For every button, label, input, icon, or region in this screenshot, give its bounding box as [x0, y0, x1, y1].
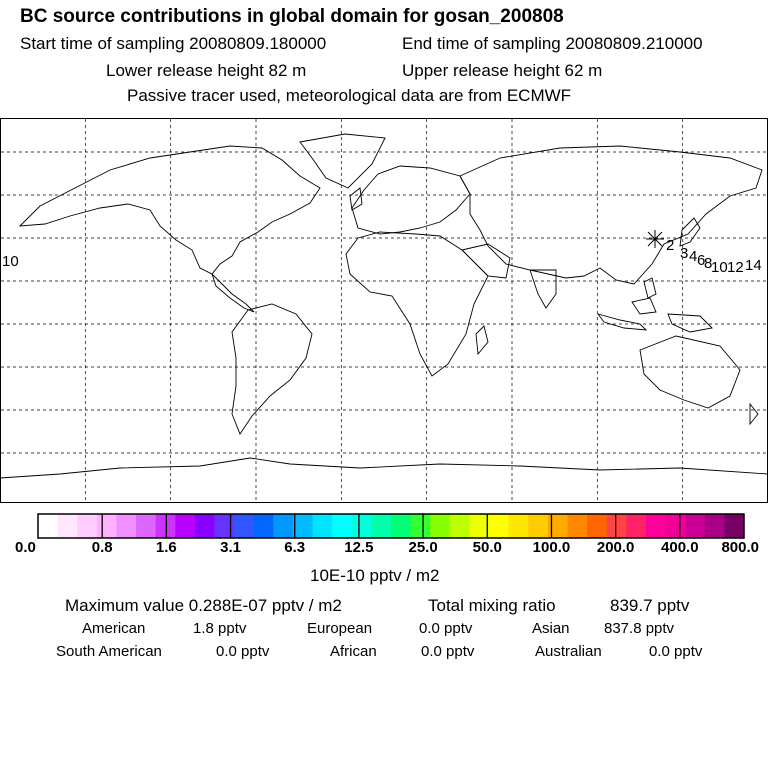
colorbar-cell: [411, 514, 431, 538]
upper-release-height: Upper release height 62 m: [402, 61, 603, 80]
colorbar-unit: 10E-10 pptv / m2: [310, 566, 440, 585]
colorbar-cell: [469, 514, 489, 538]
colorbar-cell: [116, 514, 136, 538]
colorbar-tick-label: 100.0: [532, 539, 571, 556]
release-point-marker: [646, 230, 664, 248]
colorbar-cell: [97, 514, 117, 538]
colorbar-cell: [666, 514, 686, 538]
colorbar-cell: [195, 514, 215, 538]
colorbar-tick-label: 3.1: [220, 539, 241, 556]
colorbar-cell: [646, 514, 666, 538]
plot-title: BC source contributions in global domain for gosan_200808: [20, 6, 564, 27]
european-value: 0.0 pptv: [419, 620, 473, 637]
australian-label: Australian: [535, 643, 602, 660]
colorbar-tick-label: 0.0: [15, 539, 36, 556]
colorbar-cell: [724, 514, 744, 538]
colorbar-tick-labels: [15, 539, 759, 556]
colorbar-tick-label: 12.5: [344, 539, 374, 556]
map-frame: [1, 119, 768, 503]
tracer-note: Passive tracer used, meteorological data are from ECMWF: [127, 86, 572, 105]
start-time: Start time of sampling 20080809.180000: [20, 34, 327, 53]
colorbar-cell: [371, 514, 391, 538]
world-map: [0, 118, 768, 504]
european-label: European: [307, 620, 373, 637]
trajectory-label: 14: [745, 257, 762, 274]
total-mixing-ratio-label: Total mixing ratio: [428, 596, 556, 615]
australian-value: 0.0 pptv: [649, 643, 703, 660]
colorbar-cell: [607, 514, 627, 538]
colorbar-tick-label: 6.3: [284, 539, 306, 556]
asian-value: 837.8 pptv: [604, 620, 675, 637]
colorbar-tick-label: 1.6: [155, 539, 177, 556]
colorbar-cell: [391, 514, 411, 538]
colorbar-tick-label: 800.0: [721, 539, 759, 556]
colorbar-cell: [136, 514, 156, 538]
colorbar: [0, 510, 768, 556]
colorbar-cell: [685, 514, 705, 538]
colorbar-cell: [254, 514, 274, 538]
colorbar-cell: [528, 514, 548, 538]
colorbar-tick-label: 0.8: [91, 539, 113, 556]
colorbar-cell: [352, 514, 372, 538]
colorbar-tick-label: 200.0: [596, 539, 635, 556]
colorbar-cell: [77, 514, 97, 538]
colorbar-cell: [58, 514, 78, 538]
trajectory-label: 3: [680, 245, 689, 262]
colorbar-cell: [509, 514, 529, 538]
colorbar-cell: [234, 514, 254, 538]
trajectory-label: 6: [697, 252, 706, 269]
end-time: End time of sampling 20080809.210000: [402, 34, 703, 53]
lower-release-height: Lower release height 82 m: [106, 61, 307, 80]
trajectory-label: 10: [711, 259, 728, 276]
colorbar-cell: [38, 514, 58, 538]
colorbar-cell: [175, 514, 195, 538]
american-value: 1.8 pptv: [193, 620, 247, 637]
trajectory-label: 4: [689, 248, 698, 265]
colorbar-cell: [450, 514, 470, 538]
colorbar-tick-label: 50.0: [472, 539, 502, 556]
asian-label: Asian: [532, 620, 570, 637]
colorbar-cell: [587, 514, 607, 538]
colorbar-cell: [489, 514, 509, 538]
colorbar-cell: [273, 514, 293, 538]
colorbar-cell: [215, 514, 235, 538]
colorbar-cell: [313, 514, 333, 538]
trajectory-label: 2: [666, 237, 675, 254]
trajectory-label: 12: [727, 259, 744, 276]
african-value: 0.0 pptv: [421, 643, 475, 660]
colorbar-cells: [38, 514, 745, 538]
maximum-value: Maximum value 0.288E-07 pptv / m2: [65, 596, 342, 615]
trajectory-label-edge: 10: [2, 253, 19, 270]
colorbar-cell: [430, 514, 450, 538]
colorbar-cell: [293, 514, 313, 538]
south-american-label: South American: [56, 643, 162, 660]
colorbar-cell: [626, 514, 646, 538]
total-mixing-ratio-value: 839.7 pptv: [610, 596, 690, 615]
colorbar-tick-label: 400.0: [661, 539, 699, 556]
african-label: African: [330, 643, 377, 660]
colorbar-tick-label: 25.0: [408, 539, 438, 556]
colorbar-cell: [705, 514, 725, 538]
american-label: American: [82, 620, 146, 637]
trajectory-label: 8: [704, 255, 713, 272]
colorbar-cell: [332, 514, 352, 538]
colorbar-cell: [568, 514, 588, 538]
south-american-value: 0.0 pptv: [216, 643, 270, 660]
